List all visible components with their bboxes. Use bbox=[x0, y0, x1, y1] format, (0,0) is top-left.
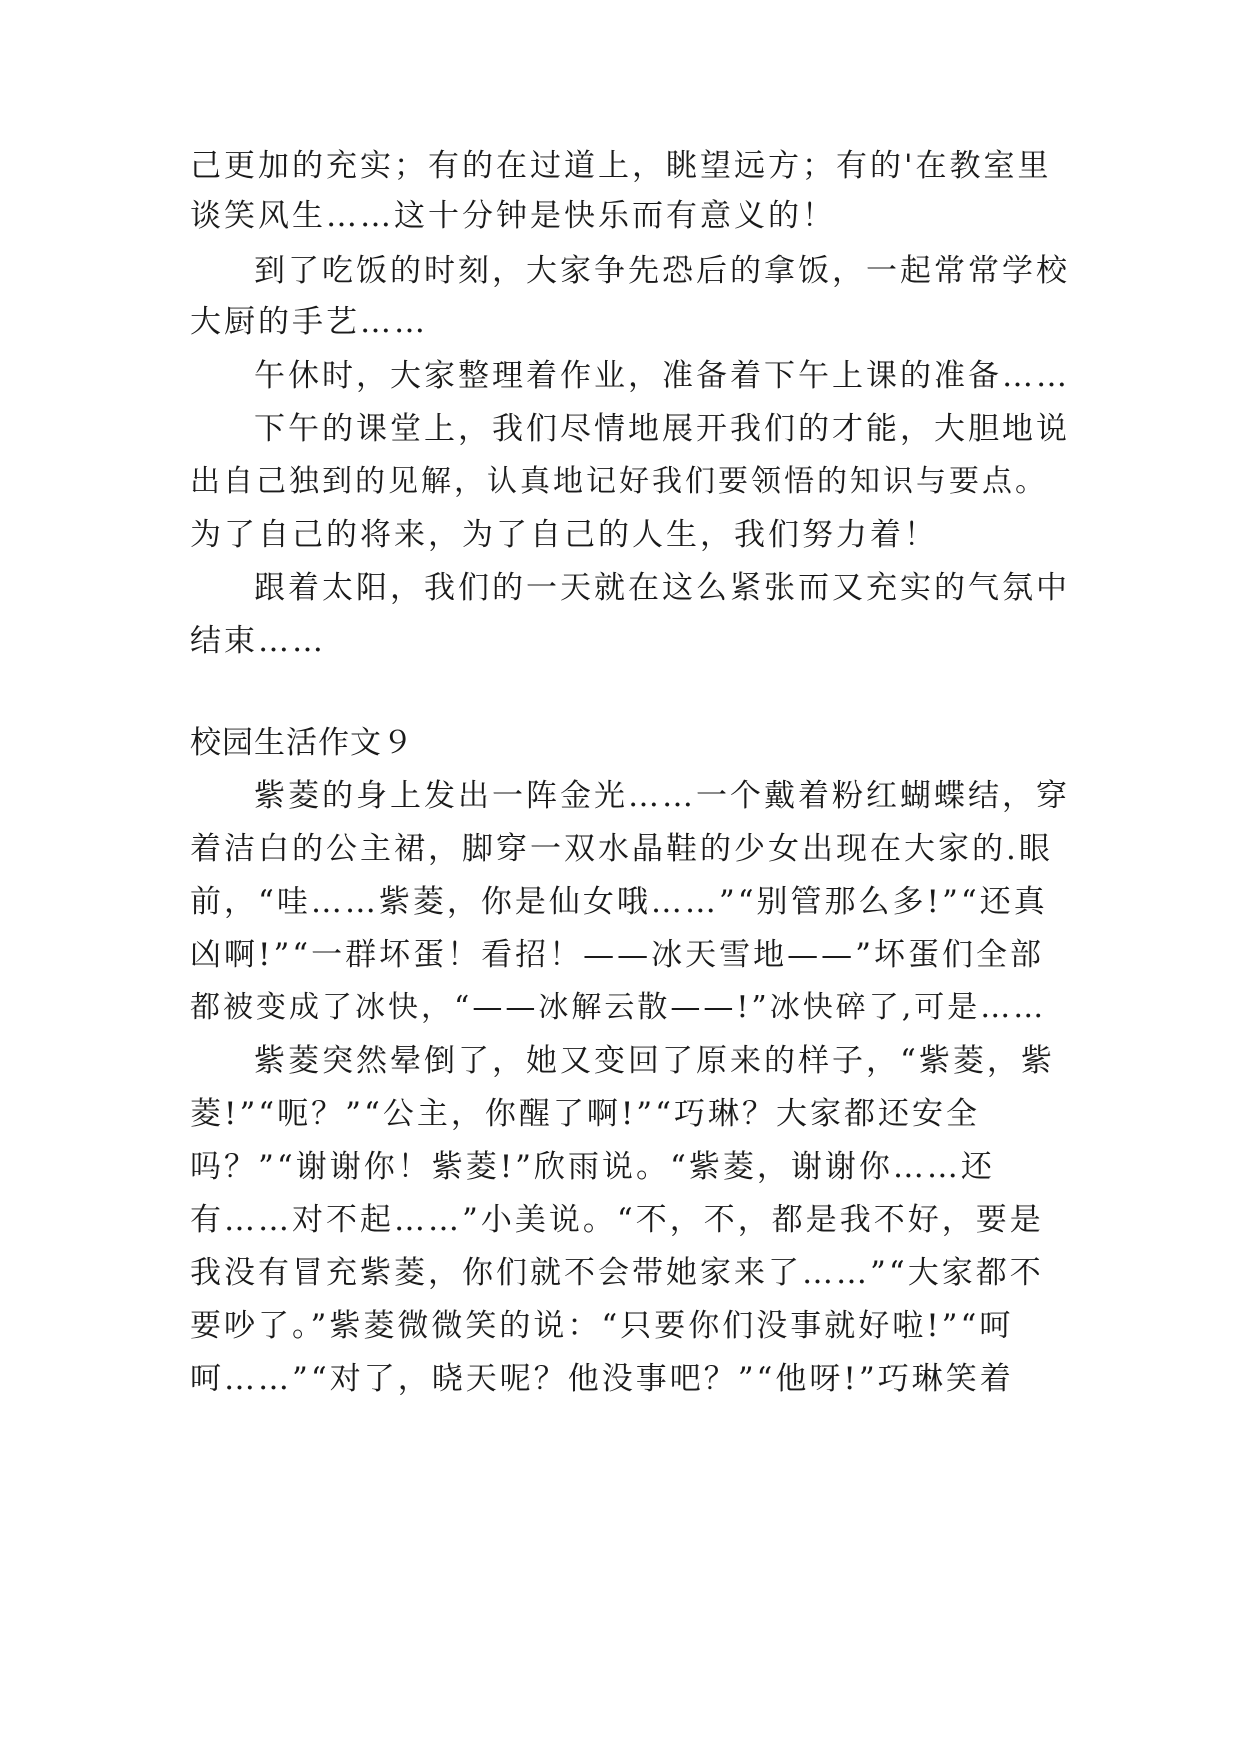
text-line: 跟着太阳，我们的一天就在这么紧张而又充实的气氛中 bbox=[254, 570, 1070, 606]
text-line: 呵……”“对了，晓天呢？他没事吧？”“他呀!”巧琳笑着 bbox=[190, 1361, 1014, 1397]
text-line: 要吵了。”紫菱微微笑的说：“只要你们没事就好啦!”“呵 bbox=[190, 1308, 1014, 1344]
text-line: 为了自己的将来，为了自己的人生，我们努力着！ bbox=[190, 517, 938, 553]
text-line: 有……对不起……”小美说。“不，不，都是我不好，要是 bbox=[190, 1202, 1044, 1238]
text-line: 到了吃饭的时刻，大家争先恐后的拿饭，一起常常学校 bbox=[254, 253, 1070, 289]
text-line: 紫菱的身上发出一阵金光……一个戴着粉红蝴蝶结，穿 bbox=[254, 778, 1070, 814]
text-line: 菱!”“呃？”“公主，你醒了啊!”“巧琳？大家都还安全 bbox=[190, 1096, 981, 1132]
section-heading: 校园生活作文９ bbox=[190, 725, 414, 761]
text-line: 午休时，大家整理着作业，准备着下午上课的准备…… bbox=[254, 358, 1070, 394]
text-line: 下午的课堂上，我们尽情地展开我们的才能，大胆地说 bbox=[254, 411, 1070, 447]
text-line: 前，“哇……紫菱，你是仙女哦……”“别管那么多!”“还真 bbox=[190, 884, 1048, 920]
text-line: 我没有冒充紫菱，你们就不会带她家来了……”“大家都不 bbox=[190, 1255, 1044, 1291]
text-line: 吗？”“谢谢你！紫菱!”欣雨说。“紫菱，谢谢你……还 bbox=[190, 1149, 995, 1185]
text-line: 出自己独到的见解，认真地记好我们要领悟的知识与要点。 bbox=[190, 464, 1048, 499]
text-line: 着洁白的公主裙，脚穿一双水晶鞋的少女出现在大家的.眼 bbox=[190, 831, 1053, 867]
text-line: 大厨的手艺…… bbox=[190, 304, 428, 340]
text-line: 结束…… bbox=[190, 623, 326, 659]
text-line: 谈笑风生……这十分钟是快乐而有意义的！ bbox=[190, 198, 836, 234]
text-line: 己更加的充实；有的在过道上，眺望远方；有的'在教室里 bbox=[190, 148, 1052, 184]
text-line: 都被变成了冰快，“——冰解云散——!”冰快碎了,可是…… bbox=[190, 990, 1047, 1025]
text-line: 凶啊!”“一群坏蛋！看招！——冰天雪地——”坏蛋们全部 bbox=[190, 937, 1044, 973]
text-line: 紫菱突然晕倒了，她又变回了原来的样子，“紫菱，紫 bbox=[254, 1043, 1055, 1079]
